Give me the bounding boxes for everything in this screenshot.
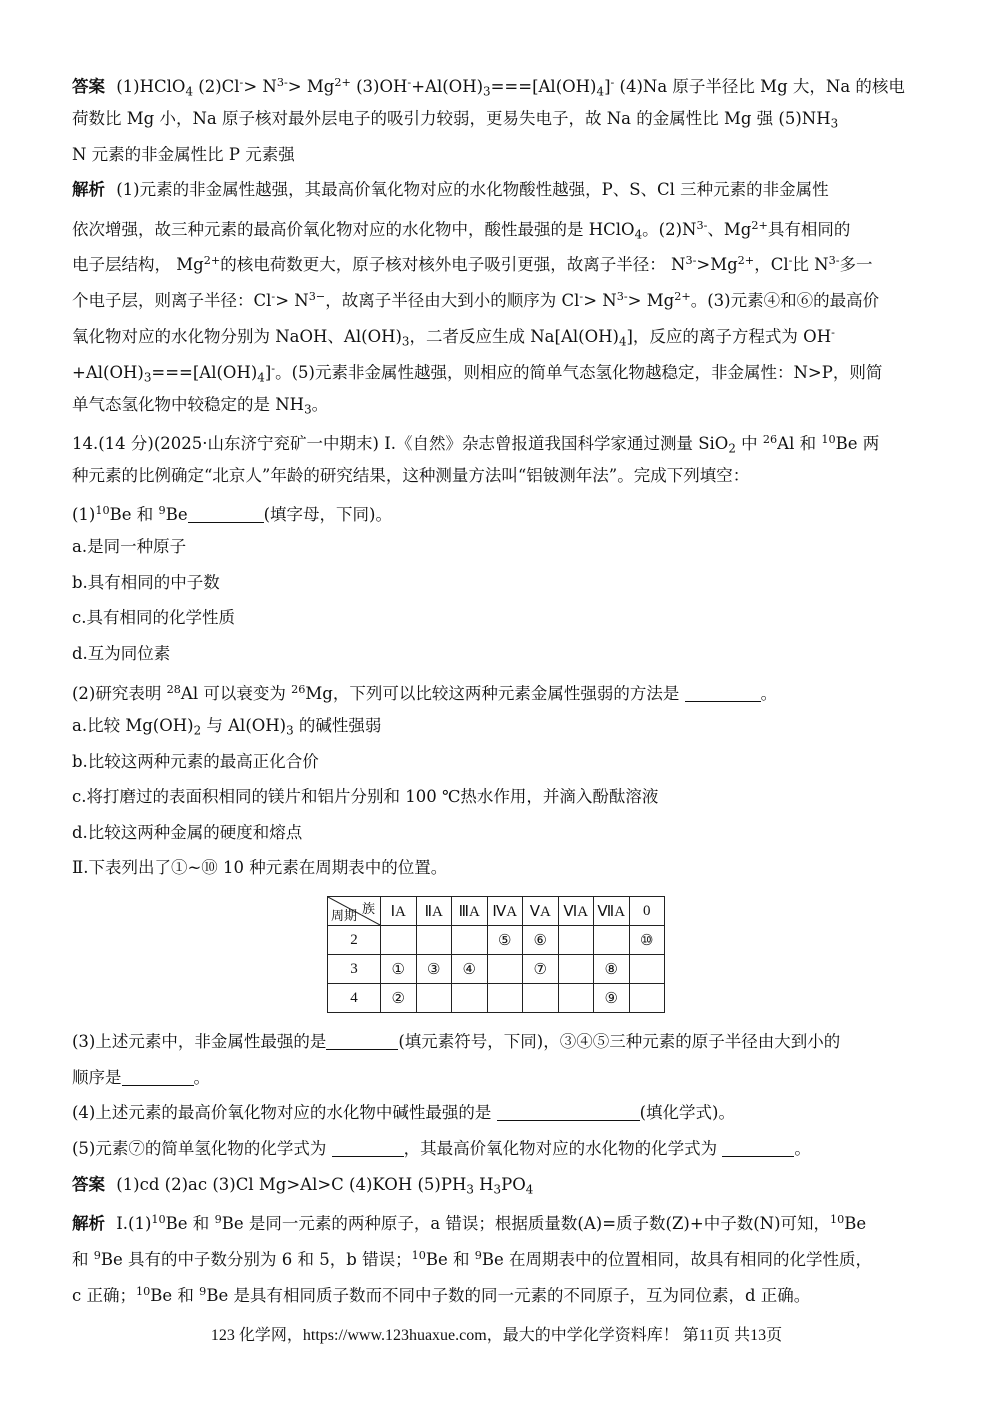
question-2-stem: (2)研究表明 $^{28}$Al 可以衰变为 $^{26}$Mg，下列可以比较这两种元素金属性强弱的方法是 。 [72,683,778,704]
table-row [328,926,665,955]
table-cell: ⑦ [523,955,559,984]
analysis-2-line-2: 和 $^9$Be 具有的中子数分别为 6 和 5，b 错误；$^{10}$Be 和 $^9$Be 在周期表中的位置相同，故具有相同的化学性质， [72,1249,873,1270]
table-cell [629,955,665,984]
answer-blank[interactable] [722,1138,794,1157]
question-14-line-1: 14.(14 分)(2025·山东济宁兖矿一中期末) Ⅰ.《自然》杂志曾报道我国科学家通过测量 SiO$_2$ 中 $^{26}$Al 和 $^{10}$Be 两 [72,433,880,456]
table-row [328,955,665,984]
period-cell: 4 [328,984,381,1013]
answer-blank[interactable] [685,683,761,702]
table-cell: ⑧ [594,955,630,984]
table-cell [452,984,488,1013]
option-1a: a.是同一种原子 [72,537,187,556]
table-cell: ⑩ [629,926,665,955]
option-1d: d.互为同位素 [72,644,171,663]
analysis-label: 解析 [72,1214,105,1234]
table-header: ⅢA [452,897,488,926]
table-cell [629,984,665,1013]
analysis-1-line-7: 单气态氢化物中较稳定的是 $NH_3$。 [72,395,329,417]
question-4: (4)上述元素的最高价氧化物对应的水化物中碱性最强的是 (填化学式)。 [72,1103,735,1122]
table-header: ⅤA [523,897,559,926]
table-row [328,984,665,1013]
option-2b: b.比较这两种元素的最高正化合价 [72,752,319,771]
answer-blank[interactable] [332,1138,404,1157]
answer-label: 答案 [72,77,105,97]
table-header: ⅡA [416,897,452,926]
table-cell [594,926,630,955]
analysis-1-line-2: 依次增强，故三种元素的最高价氧化物对应的水化物中，酸性最强的是 HClO$_4$。$(2)N^{3-}$、$Mg^{2+}$具有相同的 [72,219,851,242]
period-cell: 3 [328,955,381,984]
table-cell: ① [381,955,417,984]
question-1-stem: $(1)^{10}Be$ 和 $^9$Be (填字母，下同)。 [72,504,392,525]
table-header: ⅠA [381,897,417,926]
table-header: ⅣA [487,897,523,926]
part-2-intro: Ⅱ.下表列出了①~⑩ 10 种元素在周期表中的位置。 [72,858,448,877]
option-2a: a.比较 $Mg(OH)_2$ 与 $Al(OH)_3$ 的碱性强弱 [72,716,382,738]
table-cell: ⑨ [594,984,630,1013]
table-header-row [328,897,665,926]
analysis-2-line-1: 解析 $Ⅰ.(1)^{10}Be$ 和 $^9$Be 是同一元素的两种原子，a 错误；根据质量数(A)=质子数(Z)+中子数(N)可知，$^{10}$Be [72,1213,867,1234]
table-cell: ⑤ [487,926,523,955]
table-cell: ⑥ [523,926,559,955]
table-cell [452,926,488,955]
answer-1-line-2: 荷数比 Mg 小，Na 原子核对最外层电子的吸引力较弱，更易失电子，故 Na 的金属性比 Mg 强 $(5)NH_3$ [72,109,839,131]
corner-group-label: 族 [361,901,375,916]
analysis-label: 解析 [72,180,105,199]
table-cell: ④ [452,955,488,984]
table-cell [558,955,594,984]
answer-blank[interactable] [188,504,264,523]
table-cell [487,984,523,1013]
table-cell [416,926,452,955]
analysis-1-line-1: 解析 (1)元素的非金属性越强，其最高价氧化物对应的水化物酸性越强，P、S、Cl 三种元素的非金属性 [72,180,829,199]
table-cell: ② [381,984,417,1013]
table-cell: ③ [416,955,452,984]
answer-label: 答案 [72,1175,105,1194]
option-1c: c.具有相同的化学性质 [72,608,235,627]
analysis-2-line-3: c 正确；$^{10}$Be 和 $^9$Be 是具有相同质子数而不同中子数的同一元素的不同原子，互为同位素，d 正确。 [72,1285,811,1306]
answer-blank[interactable] [497,1102,640,1121]
option-2c: c.将打磨过的表面积相同的镁片和铝片分别和 100 ℃热水作用，并滴入酚酞溶液 [72,787,659,806]
question-3-line-2: 顺序是 。 [72,1068,210,1087]
table-header: 0 [629,897,665,926]
analysis-1-line-6: $+Al(OH)_3===[Al(OH)_4]^-$。(5)元素非金属性越强，则相应的简单气态氢化物越稳定，非金属性：N>P，则简 [72,362,883,385]
answer-2: 答案 (1)cd (2)ac (3)Cl Mg>Al>C (4)KOH $(5)PH_3$ $H_3PO_4$ [72,1175,534,1197]
periodic-table [327,896,665,1013]
option-1b: b.具有相同的中子数 [72,573,220,592]
table-cell [381,926,417,955]
corner-period-label: 周期 [331,908,358,923]
answer-1-line-1: 答案 (1)HClO$_4$ $(2)Cl^-> N^{3-}> Mg^{2+}$ $(3)OH^-+Al(OH)_3===[Al(OH)_4]^-$ (4)Na 原子半径比 Mg 大，Na 的核电 [72,76,905,99]
analysis-1-line-3: 电子层结构， $Mg^{2+}$的核电荷数更大，原子核对核外电子吸引更强，故离子半径： $N^{3-}>Mg^{2+}$，Cl-比 $N^{3-}$多一 [72,254,873,275]
table-cell [487,955,523,984]
question-3-line-1: (3)上述元素中，非金属性最强的是 (填元素符号，下同)，③④⑤三种元素的原子半径由大到小的 [72,1032,841,1051]
answer-1-line-3: N 元素的非金属性比 P 元素强 [72,145,295,164]
table-cell [558,926,594,955]
table-cell [558,984,594,1013]
analysis-1-line-4: 个电子层，则离子半径：$Cl^-> N^{3-}$，故离子半径由大到小的顺序为 $Cl^-> N^{3-}> Mg^{2+}$。(3)元素④和⑥的最高价 [72,290,880,311]
table-corner-cell [328,897,381,926]
question-14-line-2: 种元素的比例确定“北京人”年龄的研究结果，这种测量方法叫“铝铍测年法”。完成下列填空： [72,466,750,485]
table-cell [416,984,452,1013]
table-header: ⅥA [558,897,594,926]
table-header: ⅦA [594,897,630,926]
analysis-1-line-5: 氧化物对应的水化物分别为 NaOH、$Al(OH)_3$，二者反应生成 $Na[Al(OH)_4]$，反应的离子方程式为 OH- [72,326,835,349]
option-2d: d.比较这两种金属的硬度和熔点 [72,823,303,842]
period-cell: 2 [328,926,381,955]
question-5: (5)元素⑦的简单氢化物的化学式为 ，其最高价氧化物对应的水化物的化学式为 。 [72,1139,811,1158]
page-footer: 123 化学网，https://www.123huaxue.com，最大的中学化学资料库！ 第11页 共13页 [210,1327,783,1344]
answer-blank[interactable] [326,1031,398,1050]
answer-blank[interactable] [122,1067,194,1086]
table-cell [523,984,559,1013]
